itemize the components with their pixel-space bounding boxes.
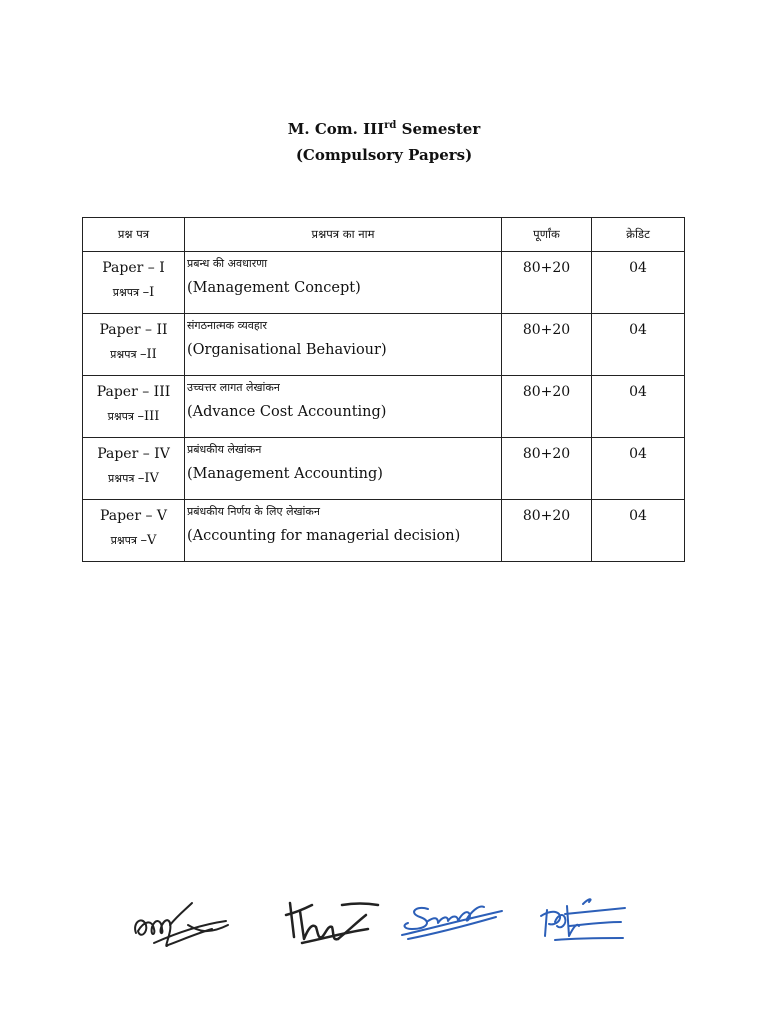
credit-cell — [592, 376, 685, 438]
paper-label: Paper – IV — [97, 446, 170, 462]
paper-label: Paper – II — [99, 322, 168, 338]
marks-value: 80+20 — [522, 508, 571, 524]
page-heading — [0, 116, 768, 168]
heading-subtitle: (Compulsory Papers) — [295, 146, 473, 164]
paper-name-cell — [185, 438, 502, 500]
paper-name-cell — [185, 252, 502, 314]
marks-value: 80+20 — [522, 322, 571, 338]
paper-name-cell — [185, 500, 502, 562]
credit-value: 04 — [629, 508, 647, 524]
credit-cell — [592, 438, 685, 500]
paper-name-hindi: संगठनात्मक व्यवहार — [187, 319, 268, 332]
table-header-row — [83, 218, 685, 252]
header-marks: पूर्णांक — [502, 218, 592, 252]
paper-hindi-number: –V — [140, 533, 157, 548]
paper-name-english: (Organisational Behaviour) — [187, 342, 387, 358]
paper-hindi-word: प्रश्नपत्र — [110, 534, 137, 547]
heading-prefix: M. Com. III — [287, 120, 385, 138]
paper-name-english: (Accounting for managerial decision) — [187, 528, 461, 544]
table-row — [83, 376, 685, 438]
marks-cell — [502, 500, 592, 562]
paper-name-hindi: उच्चत्तर लागत लेखांकन — [187, 381, 280, 394]
credit-cell — [592, 500, 685, 562]
paper-name-hindi: प्रबन्ध की अवधारणा — [187, 257, 268, 270]
credit-value: 04 — [629, 384, 647, 400]
paper-hindi-word: प्रश्नपत्र — [108, 472, 135, 485]
paper-name-hindi: प्रबंधकीय लेखांकन — [187, 443, 262, 456]
paper-cell — [83, 500, 185, 562]
header-paper-name: प्रश्नपत्र का नाम — [185, 218, 502, 252]
paper-hindi-word: प्रश्नपत्र — [110, 348, 137, 361]
header-paper: प्रश्न पत्र — [83, 218, 185, 252]
signature-4 — [535, 892, 635, 952]
marks-value: 80+20 — [522, 384, 571, 400]
marks-cell — [502, 252, 592, 314]
paper-hindi-number: –IV — [137, 471, 159, 486]
paper-label-hindi — [83, 471, 184, 487]
marks-cell — [502, 438, 592, 500]
paper-cell — [83, 376, 185, 438]
signature-2 — [282, 893, 382, 953]
marks-cell — [502, 314, 592, 376]
signature-3 — [398, 895, 508, 945]
paper-name-english: (Management Accounting) — [187, 466, 383, 482]
paper-name-cell — [185, 376, 502, 438]
paper-label: Paper – V — [99, 508, 168, 524]
paper-hindi-number: –III — [137, 409, 160, 424]
paper-cell — [83, 252, 185, 314]
credit-value: 04 — [629, 260, 647, 276]
paper-name-hindi: प्रबंधकीय निर्णय के लिए लेखांकन — [187, 505, 320, 518]
paper-hindi-word: प्रश्नपत्र — [107, 410, 134, 423]
credit-value: 04 — [629, 446, 647, 462]
table-row — [83, 500, 685, 562]
paper-name-english: (Advance Cost Accounting) — [187, 404, 387, 420]
table-row — [83, 438, 685, 500]
paper-label: Paper – I — [102, 260, 165, 276]
table-row — [83, 314, 685, 376]
heading-semester — [0, 116, 768, 142]
paper-label-hindi — [83, 285, 184, 301]
table-row — [83, 252, 685, 314]
heading-suffix: Semester — [396, 120, 481, 138]
credit-cell — [592, 252, 685, 314]
paper-label-hindi — [83, 533, 184, 549]
paper-name-english: (Management Concept) — [187, 280, 361, 296]
marks-value: 80+20 — [522, 446, 571, 462]
papers-table — [82, 217, 685, 562]
paper-name-cell — [185, 314, 502, 376]
paper-hindi-number: –II — [140, 347, 157, 362]
paper-cell — [83, 438, 185, 500]
paper-cell — [83, 314, 185, 376]
paper-hindi-number: –I — [142, 285, 155, 300]
paper-label-hindi — [83, 409, 184, 425]
heading-superscript: rd — [384, 120, 397, 131]
paper-hindi-word: प्रश्नपत्र — [112, 286, 140, 299]
signature-1 — [128, 895, 238, 955]
paper-label: Paper – III — [96, 384, 171, 400]
marks-cell — [502, 376, 592, 438]
marks-value: 80+20 — [522, 260, 571, 276]
credit-value: 04 — [629, 322, 647, 338]
header-credit: क्रेडिट — [592, 218, 685, 252]
signatures-area — [120, 890, 640, 960]
credit-cell — [592, 314, 685, 376]
paper-label-hindi — [83, 347, 184, 363]
